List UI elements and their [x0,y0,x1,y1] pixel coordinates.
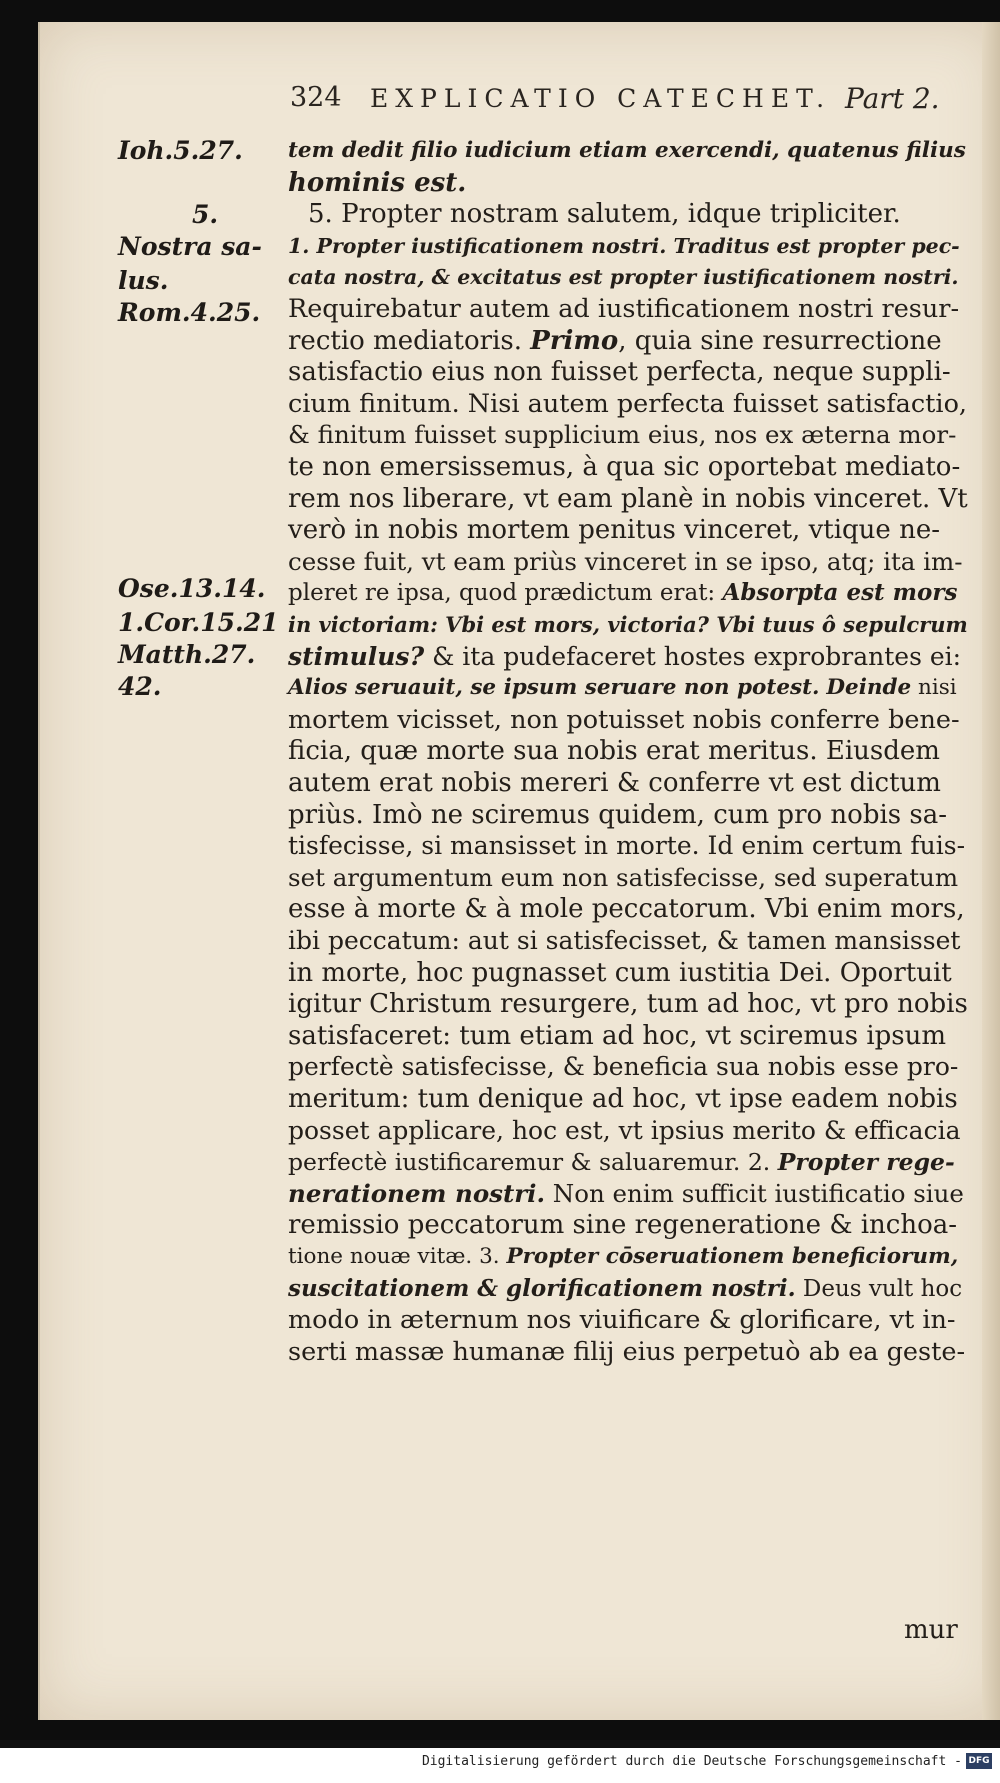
italic-segment: cata nostra, & excitatus est propter iustificationem nostri. [288,265,959,289]
text-segment: te non emersissemus, à qua sic oportebat mediato- [288,452,961,482]
text-line [288,892,968,928]
text-line [288,1050,968,1086]
text-segment: esse à morte & à mole peccatorum. Vbi enim mors, [288,894,965,924]
text-segment: Requirebatur autem ad iustificationem nostri resur- [288,294,960,324]
margin-note-matth: Matth.27. [118,640,256,669]
page-number: 324 [290,82,342,113]
dfg-logo: DFG [966,1753,992,1769]
text-line [288,418,968,454]
text-segment: posset applicare, hoc est, vt ipsius merito & efficacia [288,1116,961,1145]
text-segment: perfectè iustificaremur & saluaremur. 2. [288,1148,778,1176]
text-line [288,1240,968,1276]
text-line [288,1335,968,1371]
text-line [288,292,968,328]
footer-credit: Digitalisierung gefördert durch die Deutsche Forschungsgemeinschaft - [421,1754,962,1769]
italic-segment: nerationem nostri. [288,1179,546,1208]
italic-segment: hominis est. [288,168,467,198]
text-segment: satisfaceret: tum etiam ad hoc, vt sciremus ipsum [288,1021,947,1051]
italic-segment: in victoriam: Vbi est mors, victoria? Vbi tuus ô sepulcrum [288,612,968,637]
text-segment: cesse fuit, vt eam priùs vinceret in se ipso, atq; ita im- [288,547,963,576]
text-segment: serti massæ humanæ filij eius perpetuò ab ea geste- [288,1337,966,1367]
part-label: Part 2. [845,82,940,115]
text-line [288,671,968,707]
italic-segment: Primo [530,326,619,356]
footer-bar [0,1748,1000,1783]
text-segment: verò in nobis mortem penitus vinceret, vtique ne- [288,515,940,545]
margin-note-ose: Ose.13.14. [118,574,266,603]
text-line [288,987,968,1023]
italic-segment: Absorpta est mors [722,579,958,606]
text-segment: meritum: tum denique ad hoc, vt ipse eadem nobis [288,1084,958,1114]
text-line [288,197,968,233]
text-line [288,513,968,549]
text-segment: perfectè satisfecisse, & beneficia sua nobis esse pro- [288,1052,959,1081]
text-line [288,1303,968,1339]
margin-note-verse: 42. [118,672,162,701]
italic-segment: tem dedit filio iudicium etiam exercendi, quatenus filius [288,138,966,163]
text-line [288,829,968,865]
text-line [288,1082,968,1118]
page-edge [982,22,1000,1720]
text-line [288,608,968,644]
text-segment: nisi [911,675,957,700]
text-segment: rectio mediatoris. [288,326,531,356]
text-line [288,924,968,960]
text-line [288,260,968,296]
margin-note-salus: lus. [118,266,169,295]
italic-segment: Propter cōseruationem beneficiorum, [506,1244,959,1269]
text-line [288,766,968,802]
italic-segment: Alios seruauit, se ipsum seruare non potest. [288,675,820,700]
margin-note-rom: Rom.4.25. [118,298,261,327]
text-segment: ficia, quæ morte sua nobis erat meritus. Eiusdem [288,736,940,766]
text-segment: modo in æternum nos viuificare & glorificare, vt in- [288,1305,956,1335]
text-segment: pleret re ipsa, quod prædictum erat: [288,580,723,606]
italic-segment: stimulus? [288,642,425,671]
text-segment: , quia sine resurrectione [618,326,942,356]
text-segment: & finitum fuisset supplicium eius, nos ex æterna mor- [288,420,957,449]
text-line [288,355,968,391]
text-segment: tisfecisse, si mansisset in morte. Id enim certum fuis- [288,831,966,860]
italic-segment: suscitationem & glorificationem nostri. [288,1275,796,1302]
text-segment: igitur Christum resurgere, tum ad hoc, vt pro nobis [288,989,968,1019]
text-segment: cium finitum. Nisi autem perfecta fuisset satisfactio, [288,389,968,419]
italic-segment: Deinde [826,675,912,700]
text-segment: rem nos liberare, vt eam planè in nobis vinceret. Vt [288,484,968,514]
text-line [288,734,968,770]
italic-segment: Propter rege- [777,1148,955,1176]
text-segment: & ita pudefaceret hostes exprobrantes ei: [424,642,962,671]
margin-note-cor: 1.Cor.15.21 [118,608,279,637]
text-segment: ibi peccatum: aut si satisfecisset, & tamen mansisset [288,926,961,955]
margin-note-ioh: Ioh.5.27. [118,136,243,165]
text-line [288,1145,968,1181]
text-line [288,450,968,486]
text-segment: 5. Propter nostram salutem, idque tripliciter. [308,199,901,229]
text-line [288,1208,968,1244]
text-line [288,134,968,170]
text-segment: in morte, hoc pugnasset cum iustitia Dei. Oportuit [288,958,952,988]
text-line [288,576,968,612]
running-title: EXPLICATIO CATECHET. [370,84,832,113]
text-segment: priùs. Imò ne sciremus quidem, cum pro nobis sa- [288,800,948,830]
text-segment: set argumentum eum non satisfecisse, sed superatum [288,863,959,892]
running-head [250,82,970,122]
catchword: mur [904,1615,958,1645]
margin-note-number: 5. [192,200,219,229]
text-segment: autem erat nobis mereri & conferre vt est dictum [288,768,941,798]
text-segment: satisfactio eius non fuisset perfecta, neque suppli- [288,357,951,387]
text-segment: Deus vult hoc [795,1276,963,1302]
margin-note-nostra: Nostra sa- [118,232,262,261]
text-segment: mortem vicisset, non potuisset nobis conferre bene- [288,705,960,735]
text-segment: Non enim sufficit iustificatio siue [545,1179,964,1208]
text-segment: tione nouæ vitæ. 3. [288,1244,507,1269]
text-segment: remissio peccatorum sine regeneratione & inchoa- [288,1210,958,1240]
italic-segment: 1. Propter iustificationem nostri. Traditus est propter pec- [288,234,960,258]
